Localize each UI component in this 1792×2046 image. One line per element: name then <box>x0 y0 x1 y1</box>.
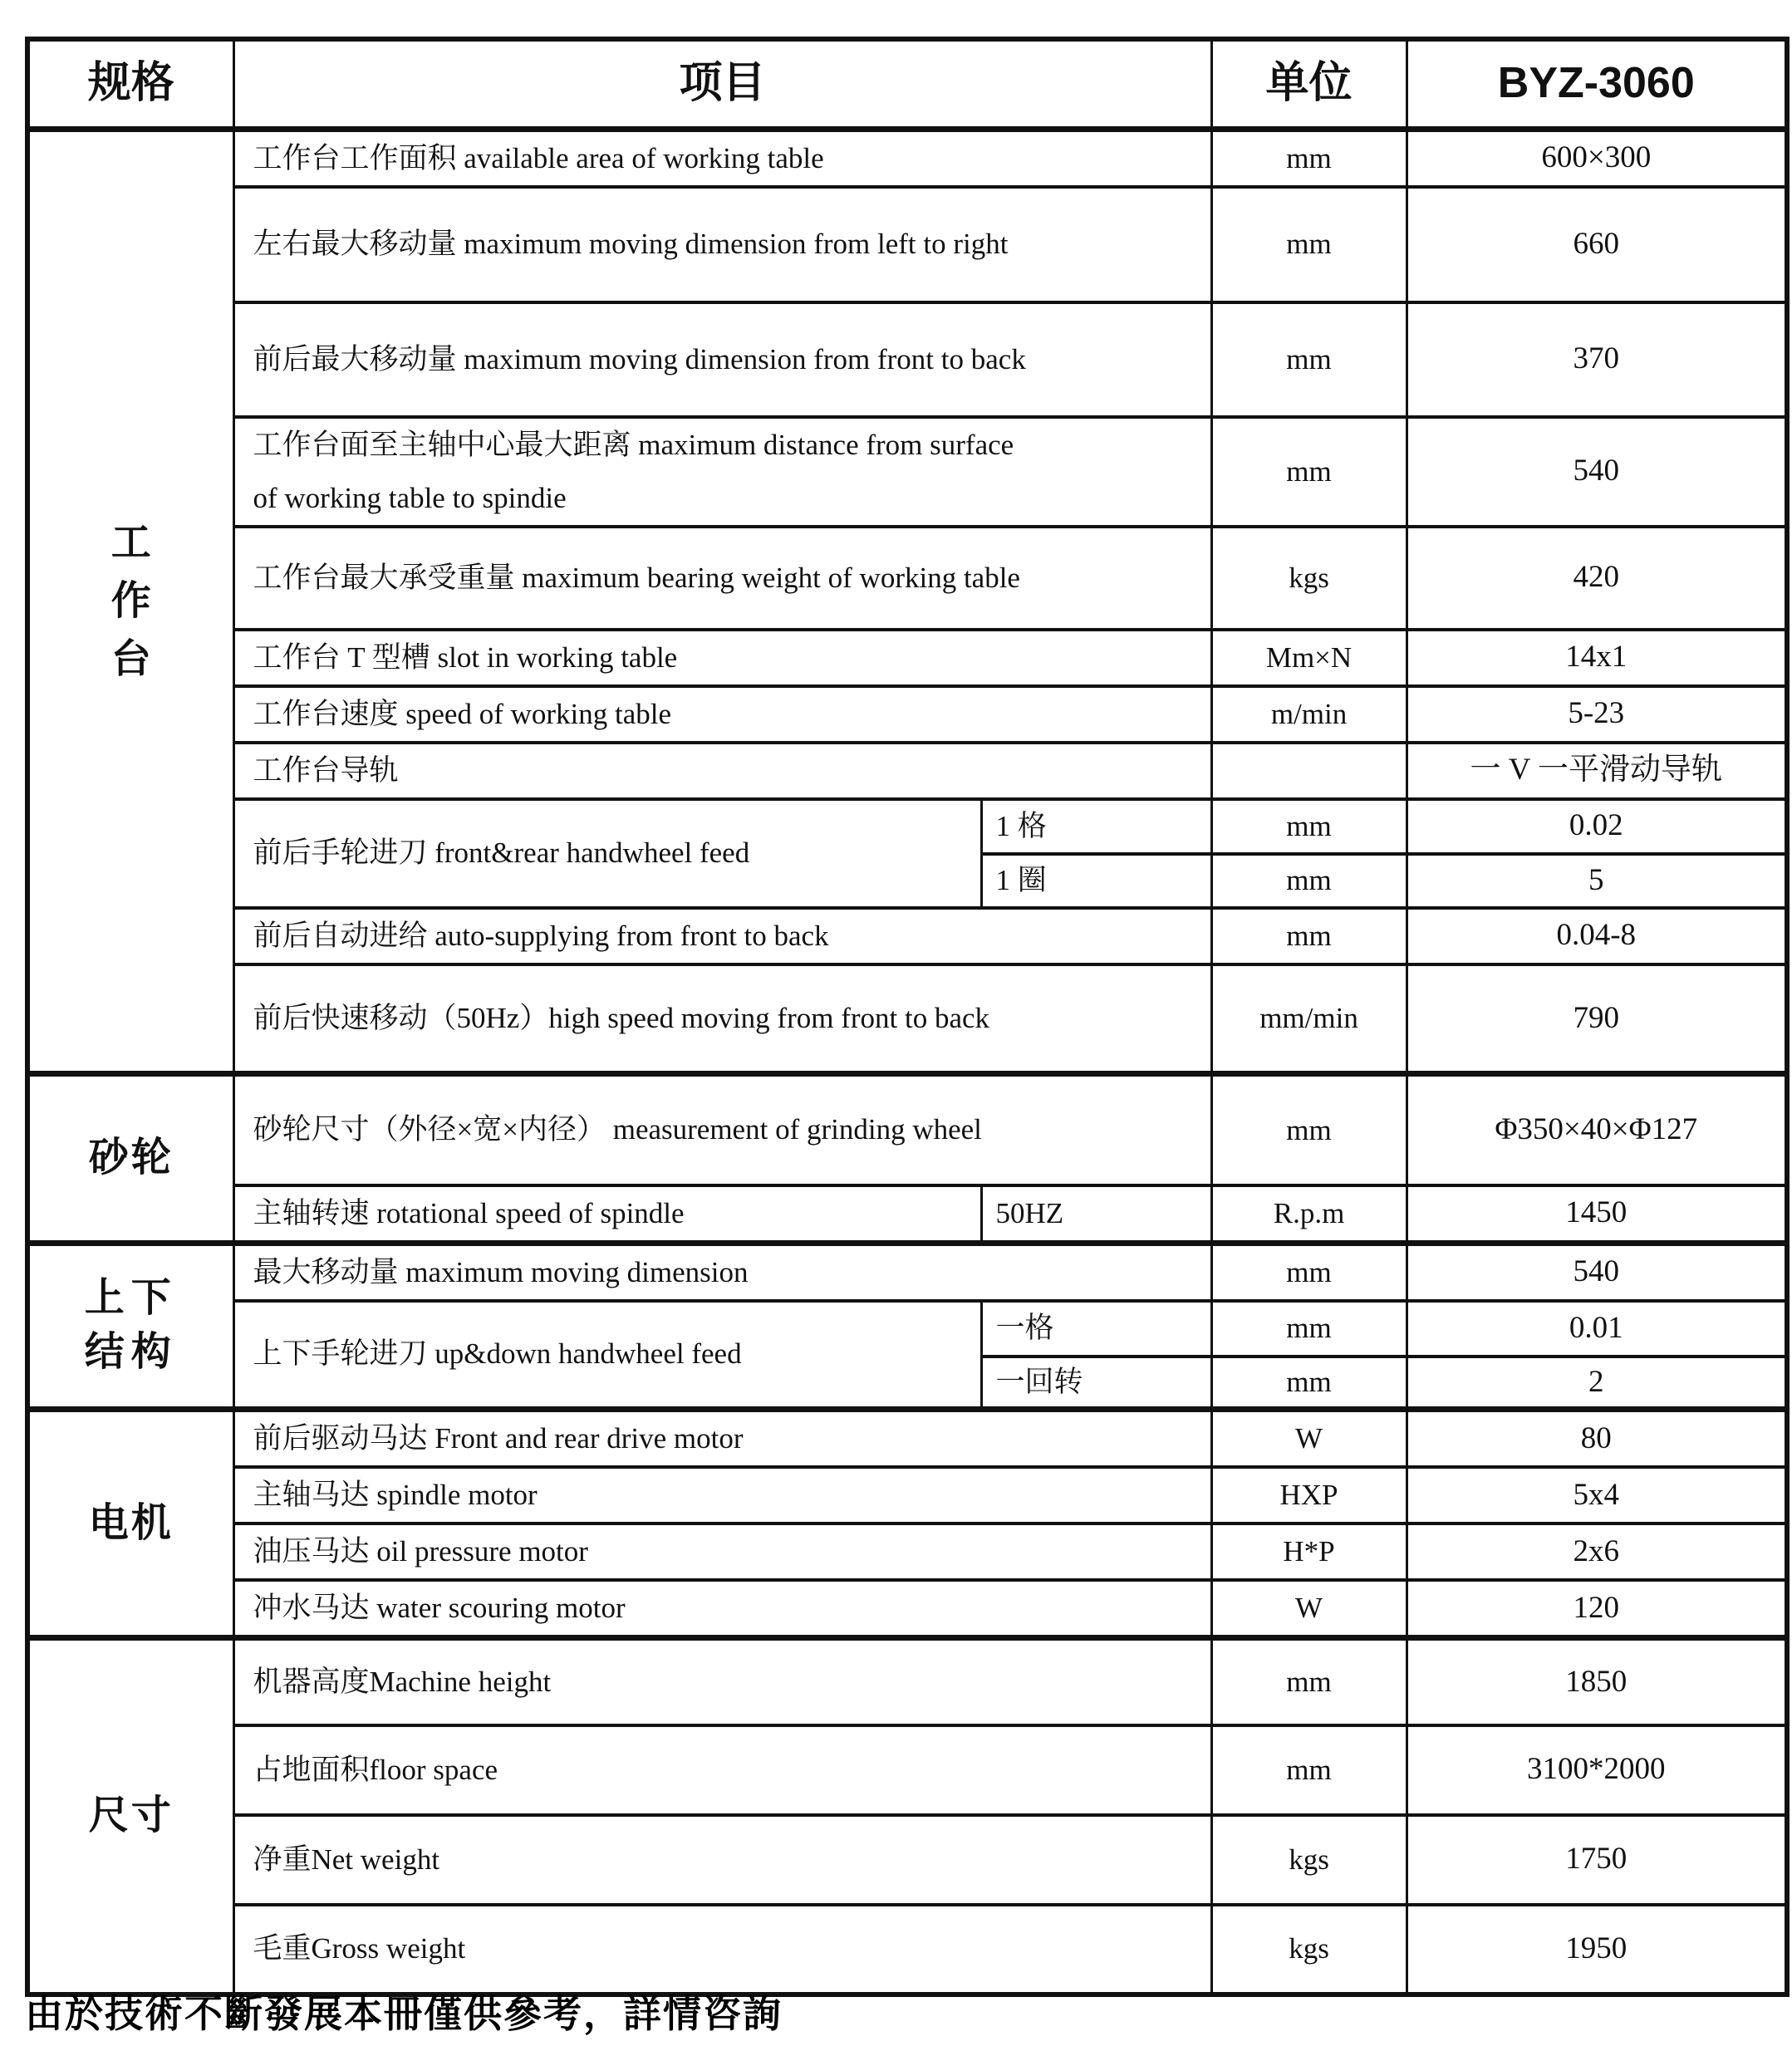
value-cell: 5 <box>1407 854 1787 908</box>
unit-cell: kgs <box>1211 1905 1407 1994</box>
table-row <box>27 1185 1787 1244</box>
item-cell: 上下手轮进刀 up&down handwheel feed <box>233 1301 981 1410</box>
unit-cell: mm <box>1211 1074 1407 1185</box>
item-cell: 冲水马达 water scouring motor <box>233 1580 1211 1638</box>
value-cell: 1450 <box>1407 1185 1787 1244</box>
unit-cell: mm <box>1211 1357 1407 1410</box>
value-cell: 790 <box>1407 964 1787 1074</box>
sub-cell: 一回转 <box>981 1357 1211 1410</box>
table-row <box>27 964 1787 1074</box>
sub-cell: 一格 <box>981 1301 1211 1357</box>
unit-cell: mm <box>1211 1638 1407 1725</box>
value-cell: 120 <box>1407 1580 1787 1638</box>
table-row <box>27 1301 1787 1357</box>
table-row <box>27 686 1787 743</box>
unit-cell: HXP <box>1211 1467 1407 1523</box>
table-row <box>27 1815 1787 1905</box>
item-cell: 前后手轮进刀 front&rear handwheel feed <box>233 799 981 908</box>
unit-cell: mm <box>1211 1301 1407 1357</box>
spec-table <box>25 37 1790 1997</box>
item-cell: 毛重Gross weight <box>233 1905 1211 1994</box>
item-cell: 工作台导轨 <box>233 743 1211 799</box>
value-cell: 5x4 <box>1407 1467 1787 1523</box>
table-row <box>27 799 1787 854</box>
unit-cell: mm <box>1211 187 1407 302</box>
table-row <box>27 1523 1787 1580</box>
item-cell: 净重Net weight <box>233 1815 1211 1905</box>
value-cell: 540 <box>1407 417 1787 527</box>
unit-cell: mm <box>1211 908 1407 964</box>
item-cell: 工作台工作面积 available area of working table <box>233 129 1211 187</box>
unit-cell: kgs <box>1211 527 1407 630</box>
item-cell: 工作台最大承受重量 maximum bearing weight of working table <box>233 527 1211 630</box>
section-label-text: 工作台 <box>110 521 151 681</box>
item-cell: 工作台 T 型槽 slot in working table <box>233 630 1211 686</box>
item-cell: 左右最大移动量 maximum moving dimension from left to right <box>233 187 1211 302</box>
item-cell: 前后最大移动量 maximum moving dimension from front to back <box>233 302 1211 417</box>
sub-cell: 1 格 <box>981 799 1211 854</box>
value-cell: 2x6 <box>1407 1523 1787 1580</box>
value-cell: 80 <box>1407 1410 1787 1468</box>
section-label-dimension: 尺寸 <box>27 1638 233 1994</box>
value-cell: 660 <box>1407 187 1787 302</box>
item-cell: 工作台速度 speed of working table <box>233 686 1211 743</box>
value-cell: 600×300 <box>1407 129 1787 187</box>
value-cell: 3100*2000 <box>1407 1725 1787 1815</box>
item-cell: 油压马达 oil pressure motor <box>233 1523 1211 1580</box>
table-row <box>27 417 1787 527</box>
value-cell: 370 <box>1407 302 1787 417</box>
value-cell: 1850 <box>1407 1638 1787 1725</box>
unit-cell <box>1211 743 1407 799</box>
table-row <box>27 527 1787 630</box>
table-row <box>27 1243 1787 1301</box>
item-cell: 前后快速移动（50Hz）high speed moving from front to back <box>233 964 1211 1074</box>
unit-cell: mm <box>1211 302 1407 417</box>
item-cell: 主轴转速 rotational speed of spindle <box>233 1185 981 1244</box>
model-col-header: BYZ-3060 <box>1407 39 1787 129</box>
unit-cell: mm <box>1211 1243 1407 1301</box>
value-cell: 420 <box>1407 527 1787 630</box>
item-cell: 前后自动进给 auto-supplying from front to back <box>233 908 1211 964</box>
table-row <box>27 302 1787 417</box>
value-cell: 0.04-8 <box>1407 908 1787 964</box>
item-cell: 最大移动量 maximum moving dimension <box>233 1243 1211 1301</box>
section-label-motor: 电机 <box>27 1410 233 1638</box>
unit-cell: mm <box>1211 129 1407 187</box>
item-cell: 前后驱动马达 Front and rear drive motor <box>233 1410 1211 1468</box>
item-cell: 占地面积floor space <box>233 1725 1211 1815</box>
unit-cell: R.p.m <box>1211 1185 1407 1244</box>
spec-col-header: 规格 <box>27 39 233 129</box>
unit-cell: mm <box>1211 1725 1407 1815</box>
value-cell: 一 V 一平滑动导轨 <box>1407 743 1787 799</box>
item-cell: 机器高度Machine height <box>233 1638 1211 1725</box>
value-cell: 0.01 <box>1407 1301 1787 1357</box>
table-row <box>27 1074 1787 1185</box>
section-label-grinding-wheel: 砂轮 <box>27 1074 233 1244</box>
value-cell: 540 <box>1407 1243 1787 1301</box>
table-row <box>27 908 1787 964</box>
unit-cell: m/min <box>1211 686 1407 743</box>
table-row <box>27 630 1787 686</box>
unit-cell: mm <box>1211 417 1407 527</box>
table-row <box>27 1580 1787 1638</box>
value-cell: 1950 <box>1407 1905 1787 1994</box>
value-cell: 1750 <box>1407 1815 1787 1905</box>
value-cell: 2 <box>1407 1357 1787 1410</box>
section-label-worktable <box>27 129 233 1074</box>
value-cell: 14x1 <box>1407 630 1787 686</box>
unit-cell: W <box>1211 1580 1407 1638</box>
table-row <box>27 743 1787 799</box>
table-row <box>27 1467 1787 1523</box>
table-row <box>27 187 1787 302</box>
table-row <box>27 1638 1787 1725</box>
table-row <box>27 1410 1787 1468</box>
unit-cell: mm <box>1211 799 1407 854</box>
item-col-header: 项目 <box>233 39 1211 129</box>
value-cell: 5-23 <box>1407 686 1787 743</box>
footer-note: 由於技術不斷發展本冊僅供參考，詳情咨詢 <box>25 1992 783 2035</box>
section-label-updown-structure <box>27 1243 233 1410</box>
section-label-text: 上下结构 <box>84 1276 178 1375</box>
value-cell: 0.02 <box>1407 799 1787 854</box>
table-row <box>27 1725 1787 1815</box>
unit-cell: mm/min <box>1211 964 1407 1074</box>
unit-cell: Mm×N <box>1211 630 1407 686</box>
table-row <box>27 129 1787 187</box>
value-cell: Φ350×40×Φ127 <box>1407 1074 1787 1185</box>
unit-cell: W <box>1211 1410 1407 1468</box>
unit-col-header: 单位 <box>1211 39 1407 129</box>
sub-cell: 1 圈 <box>981 854 1211 908</box>
item-cell: 砂轮尺寸（外径×宽×内径） measurement of grinding wheel <box>233 1074 1211 1185</box>
unit-cell: H*P <box>1211 1523 1407 1580</box>
unit-cell: mm <box>1211 854 1407 908</box>
header-row <box>27 39 1787 129</box>
table-row <box>27 1905 1787 1994</box>
sub-cell: 50HZ <box>981 1185 1211 1244</box>
unit-cell: kgs <box>1211 1815 1407 1905</box>
item-cell: 工作台面至主轴中心最大距离 maximum distance from surface of working table to spindie <box>233 417 1211 527</box>
item-cell: 主轴马达 spindle motor <box>233 1467 1211 1523</box>
